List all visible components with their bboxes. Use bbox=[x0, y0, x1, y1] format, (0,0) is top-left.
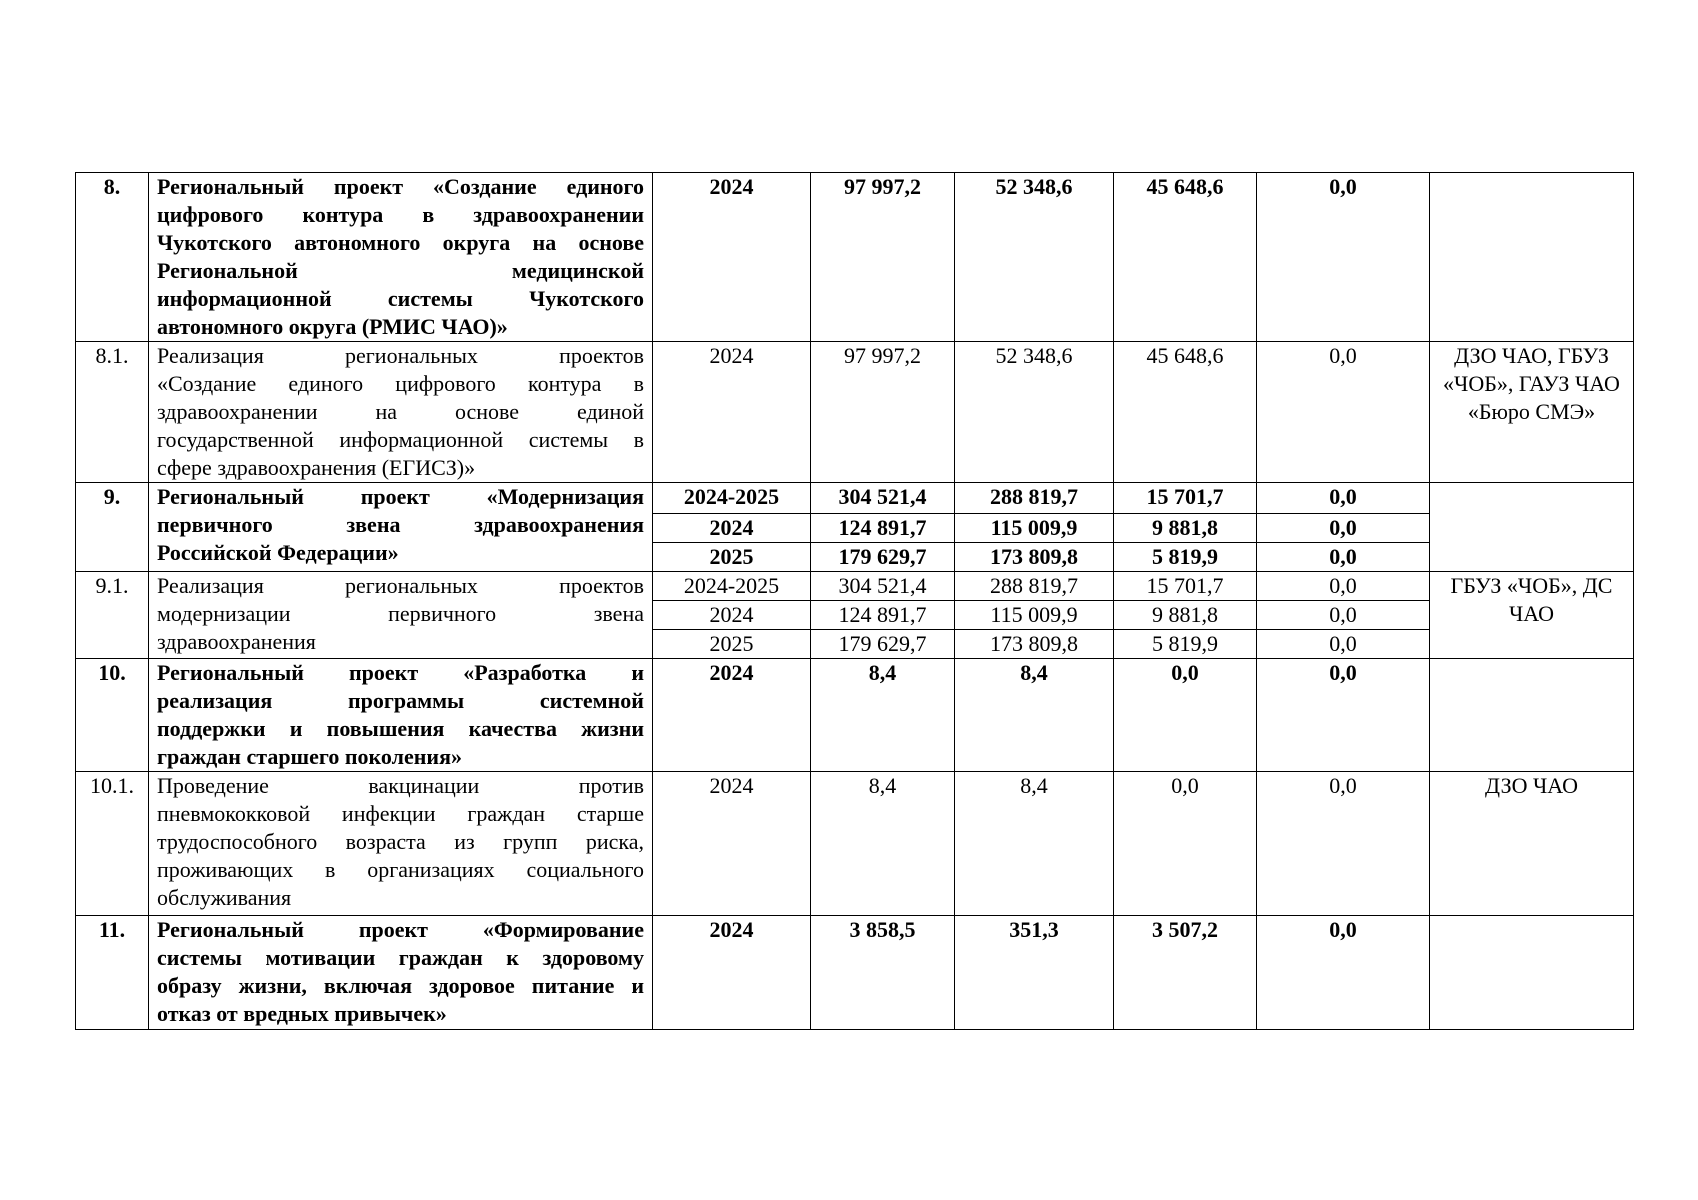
other-sources-cell: 0,0 bbox=[1257, 543, 1430, 572]
total-cell: 179 629,7 bbox=[811, 630, 955, 659]
table-row bbox=[76, 659, 1634, 772]
regional-budget-cell: 0,0 bbox=[1114, 772, 1257, 916]
regional-budget-cell: 5 819,9 bbox=[1114, 543, 1257, 572]
year-cell: 2024 bbox=[653, 659, 811, 772]
federal-budget-cell: 351,3 bbox=[955, 916, 1114, 1030]
row-number: 10. bbox=[76, 659, 149, 772]
year-cell: 2025 bbox=[653, 630, 811, 659]
total-cell: 179 629,7 bbox=[811, 543, 955, 572]
row-number: 9.1. bbox=[76, 572, 149, 659]
description-line: пневмококковой инфекции граждан старше bbox=[157, 801, 644, 826]
description-line: Региональной медицинской bbox=[157, 258, 644, 283]
row-number: 8. bbox=[76, 173, 149, 342]
table-row bbox=[76, 342, 1634, 483]
description-line: проживающих в организациях социального bbox=[157, 857, 644, 882]
table-row bbox=[76, 572, 1634, 601]
other-sources-cell: 0,0 bbox=[1257, 514, 1430, 543]
description-line: модернизации первичного звена bbox=[157, 601, 644, 626]
description-line: сфере здравоохранения (ЕГИСЗ)» bbox=[157, 455, 476, 480]
row-number: 9. bbox=[76, 483, 149, 572]
total-cell: 8,4 bbox=[811, 659, 955, 772]
executor-cell: ДЗО ЧАО bbox=[1430, 772, 1634, 916]
total-cell: 124 891,7 bbox=[811, 601, 955, 630]
executor-cell: ГБУЗ «ЧОБ», ДС ЧАО bbox=[1430, 572, 1634, 659]
description-cell bbox=[149, 659, 653, 772]
regional-budget-cell: 9 881,8 bbox=[1114, 601, 1257, 630]
total-cell: 124 891,7 bbox=[811, 514, 955, 543]
description-line: Региональный проект «Формирование bbox=[157, 917, 644, 942]
regional-budget-cell: 45 648,6 bbox=[1114, 342, 1257, 483]
regional-budget-cell: 9 881,8 bbox=[1114, 514, 1257, 543]
other-sources-cell: 0,0 bbox=[1257, 772, 1430, 916]
year-cell: 2024 bbox=[653, 342, 811, 483]
description-cell bbox=[149, 342, 653, 483]
description-line: Реализация региональных проектов bbox=[157, 343, 644, 368]
total-cell: 8,4 bbox=[811, 772, 955, 916]
federal-budget-cell: 52 348,6 bbox=[955, 342, 1114, 483]
row-number: 10.1. bbox=[76, 772, 149, 916]
budget-table bbox=[75, 172, 1634, 1030]
description-line: системы мотивации граждан к здоровому bbox=[157, 945, 644, 970]
description-line: Региональный проект «Модернизация bbox=[157, 484, 644, 509]
other-sources-cell: 0,0 bbox=[1257, 342, 1430, 483]
description-line: Региональный проект «Разработка и bbox=[157, 660, 644, 685]
federal-budget-cell: 288 819,7 bbox=[955, 572, 1114, 601]
description-line: Чукотского автономного округа на основе bbox=[157, 230, 644, 255]
executor-cell bbox=[1430, 483, 1634, 572]
regional-budget-cell: 5 819,9 bbox=[1114, 630, 1257, 659]
description-line: трудоспособного возраста из групп риска, bbox=[157, 829, 644, 854]
federal-budget-cell: 8,4 bbox=[955, 659, 1114, 772]
regional-budget-cell: 15 701,7 bbox=[1114, 483, 1257, 514]
description-line: информационной системы Чукотского bbox=[157, 286, 644, 311]
description-line: Реализация региональных проектов bbox=[157, 573, 644, 598]
description-line: поддержки и повышения качества жизни bbox=[157, 716, 644, 741]
table-row bbox=[76, 173, 1634, 342]
description-line: Региональный проект «Создание единого bbox=[157, 174, 644, 199]
description-line: Российской Федерации» bbox=[157, 540, 399, 565]
table-row bbox=[76, 483, 1634, 514]
description-line: Проведение вакцинации против bbox=[157, 773, 644, 798]
regional-budget-cell: 3 507,2 bbox=[1114, 916, 1257, 1030]
regional-budget-cell: 0,0 bbox=[1114, 659, 1257, 772]
year-cell: 2024 bbox=[653, 173, 811, 342]
other-sources-cell: 0,0 bbox=[1257, 916, 1430, 1030]
executor-cell bbox=[1430, 659, 1634, 772]
year-cell: 2024-2025 bbox=[653, 483, 811, 514]
description-line: цифрового контура в здравоохранении bbox=[157, 202, 644, 227]
row-number: 8.1. bbox=[76, 342, 149, 483]
federal-budget-cell: 115 009,9 bbox=[955, 514, 1114, 543]
year-cell: 2025 bbox=[653, 543, 811, 572]
total-cell: 304 521,4 bbox=[811, 572, 955, 601]
row-number: 11. bbox=[76, 916, 149, 1030]
total-cell: 97 997,2 bbox=[811, 173, 955, 342]
year-cell: 2024 bbox=[653, 601, 811, 630]
description-cell bbox=[149, 772, 653, 916]
other-sources-cell: 0,0 bbox=[1257, 173, 1430, 342]
other-sources-cell: 0,0 bbox=[1257, 659, 1430, 772]
description-line: здравоохранения bbox=[157, 629, 316, 654]
federal-budget-cell: 173 809,8 bbox=[955, 630, 1114, 659]
description-line: первичного звена здравоохранения bbox=[157, 512, 644, 537]
description-line: отказ от вредных привычек» bbox=[157, 1001, 447, 1026]
other-sources-cell: 0,0 bbox=[1257, 572, 1430, 601]
regional-budget-cell: 15 701,7 bbox=[1114, 572, 1257, 601]
other-sources-cell: 0,0 bbox=[1257, 483, 1430, 514]
description-cell bbox=[149, 572, 653, 659]
description-cell bbox=[149, 483, 653, 572]
description-line: здравоохранении на основе единой bbox=[157, 399, 644, 424]
table-row bbox=[76, 772, 1634, 916]
description-line: государственной информационной системы в bbox=[157, 427, 644, 452]
year-cell: 2024 bbox=[653, 514, 811, 543]
year-cell: 2024 bbox=[653, 916, 811, 1030]
executor-cell bbox=[1430, 173, 1634, 342]
federal-budget-cell: 115 009,9 bbox=[955, 601, 1114, 630]
description-line: граждан старшего поколения» bbox=[157, 744, 462, 769]
federal-budget-cell: 8,4 bbox=[955, 772, 1114, 916]
description-cell bbox=[149, 916, 653, 1030]
year-cell: 2024 bbox=[653, 772, 811, 916]
total-cell: 97 997,2 bbox=[811, 342, 955, 483]
description-line: обслуживания bbox=[157, 885, 292, 910]
other-sources-cell: 0,0 bbox=[1257, 630, 1430, 659]
description-line: автономного округа (РМИС ЧАО)» bbox=[157, 314, 508, 339]
federal-budget-cell: 173 809,8 bbox=[955, 543, 1114, 572]
federal-budget-cell: 52 348,6 bbox=[955, 173, 1114, 342]
description-line: «Создание единого цифрового контура в bbox=[157, 371, 644, 396]
table-body bbox=[76, 173, 1634, 1030]
description-line: реализация программы системной bbox=[157, 688, 644, 713]
total-cell: 3 858,5 bbox=[811, 916, 955, 1030]
total-cell: 304 521,4 bbox=[811, 483, 955, 514]
description-line: образу жизни, включая здоровое питание и bbox=[157, 973, 644, 998]
description-cell bbox=[149, 173, 653, 342]
executor-cell: ДЗО ЧАО, ГБУЗ «ЧОБ», ГАУЗ ЧАО «Бюро СМЭ» bbox=[1430, 342, 1634, 483]
other-sources-cell: 0,0 bbox=[1257, 601, 1430, 630]
federal-budget-cell: 288 819,7 bbox=[955, 483, 1114, 514]
year-cell: 2024-2025 bbox=[653, 572, 811, 601]
regional-budget-cell: 45 648,6 bbox=[1114, 173, 1257, 342]
table-row bbox=[76, 916, 1634, 1030]
executor-cell bbox=[1430, 916, 1634, 1030]
